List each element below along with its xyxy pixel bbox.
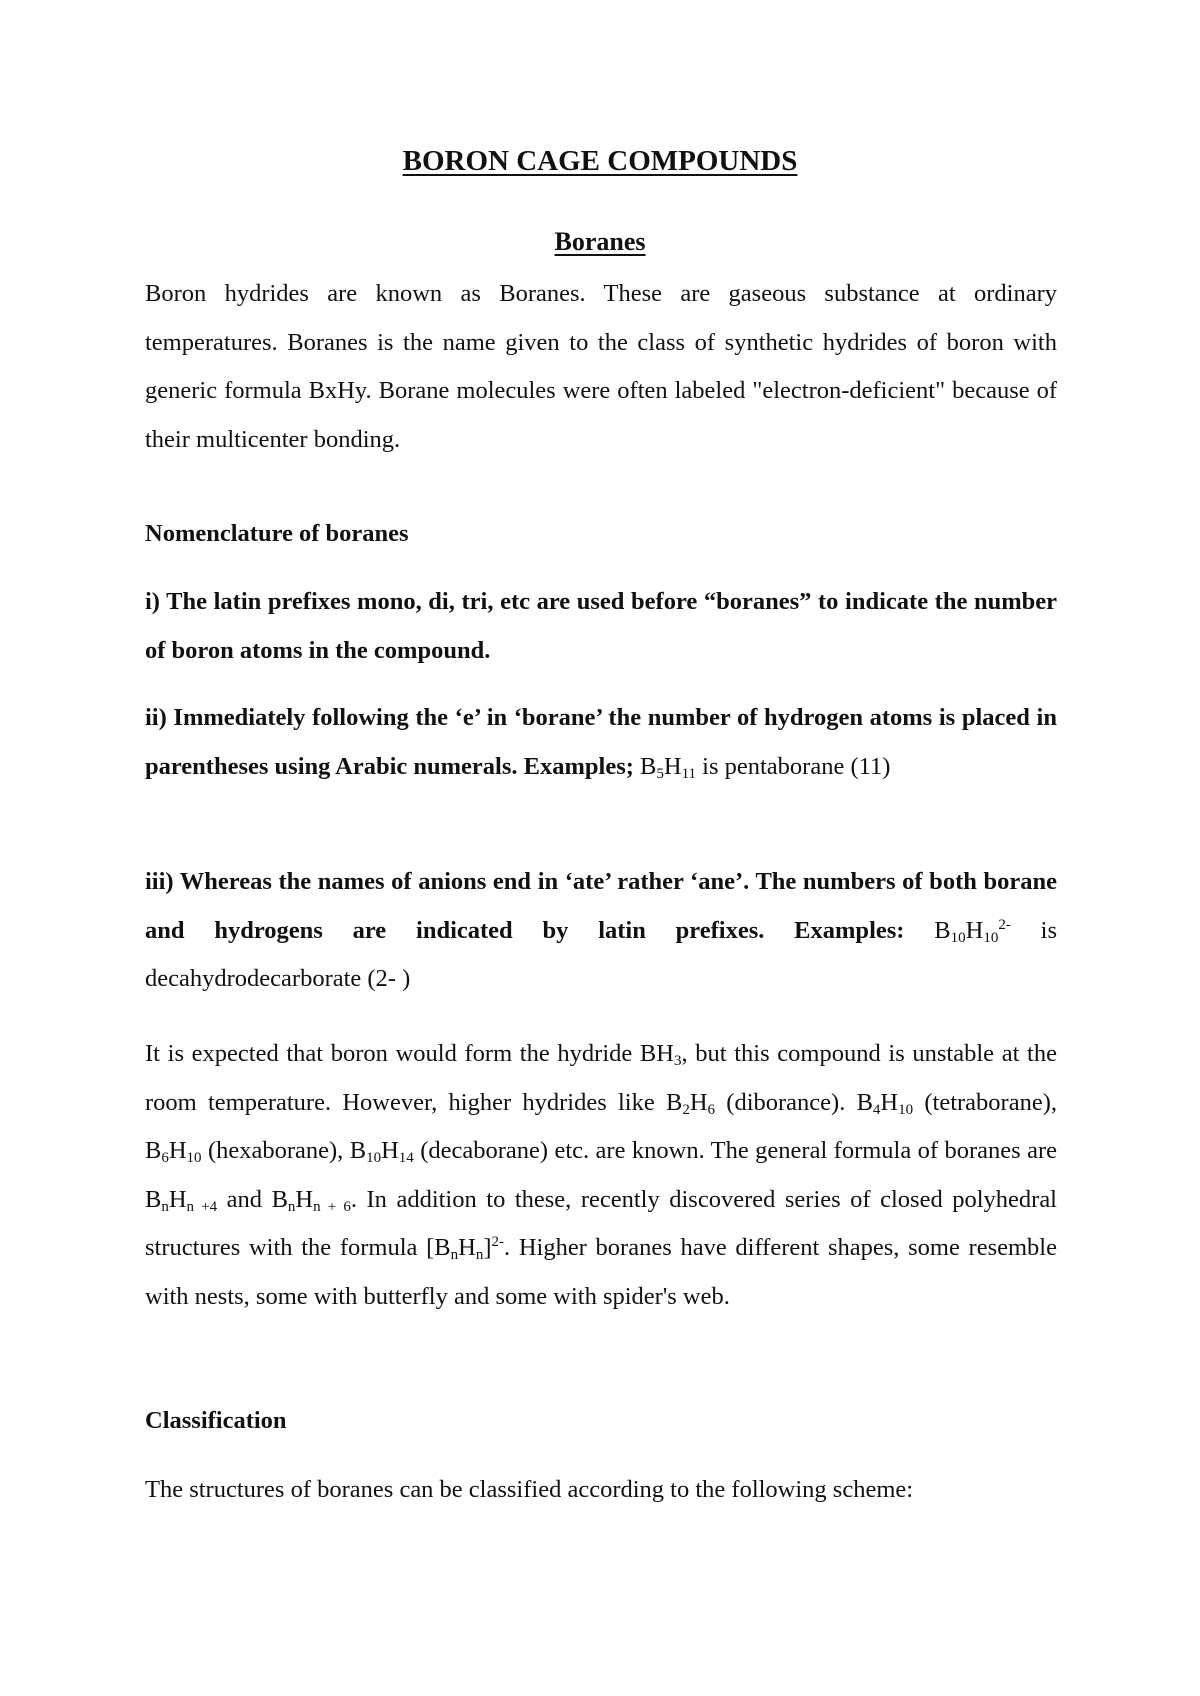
- nomenclature-rule-1: [145, 578, 1057, 675]
- rule-3-tail: is decahydrodecarborate (2- ): [145, 916, 1057, 992]
- rule-1-text: i) The latin prefixes mono, di, tri, etc are used before “boranes” to indicate the number of boron atoms in the compound.: [145, 588, 1057, 664]
- formula-b5h11: $B_5H_{11}$: [640, 752, 697, 782]
- classification-paragraph: The structures of boranes can be classified according to the following scheme:: [145, 1476, 914, 1503]
- boranes-formula-paragraph: It is expected that boron would form the hydride $BH_3$, but this compound is unstable at the room temperature. However, higher hydrides like $B_2H_6$ (diborance). $B_4H_{10}$ (tetraborane), $B_6H_{10}$ (hexaborane), $B_{10}H_{14}$ (decaborane) etc. are known. The general formula of boranes are $B_nH_{n +4}$ and $B_nH_{n + 6}$. In addition to these, recently discovered series of closed polyhedral structures with the formula $[B_nH_n]^{2-}$. Higher boranes have different shapes, some resemble with nests, some with butterfly and some with spider's web.: [145, 1040, 1057, 1310]
- nomenclature-rule-3: [145, 858, 1057, 1004]
- section-title-boranes: Boranes: [554, 227, 646, 256]
- classification-heading: Classification: [145, 1407, 287, 1434]
- rule-2-text: ii) Immediately following the ‘e’ in ‘borane’ the number of hydrogen atoms is placed in parentheses using Arabic numerals. Examples;: [145, 704, 1057, 780]
- intro-paragraph: Boron hydrides are known as Boranes. These are gaseous substance at ordinary temperatures. Boranes is the name given to the class of synthetic hydrides of boron with generic formula BxHy. Borane molecules were often labeled "electron-deficient" because of their multicenter bonding.: [145, 280, 1057, 453]
- rule-3-text: iii) Whereas the names of anions end in ‘ate’ rather ‘ane’. The numbers of both borane and hydrogens are indicated by latin prefixes. Examples:: [145, 868, 1057, 944]
- rule-2-tail: is pentaborane (11): [696, 752, 891, 780]
- nomenclature-rule-2: [145, 694, 1057, 791]
- nomenclature-heading: Nomenclature of boranes: [145, 520, 409, 547]
- formula-b10h10: $B_{10}H_{10}^{2-}$: [934, 916, 1011, 946]
- document-title: BORON CAGE COMPOUNDS: [402, 145, 798, 177]
